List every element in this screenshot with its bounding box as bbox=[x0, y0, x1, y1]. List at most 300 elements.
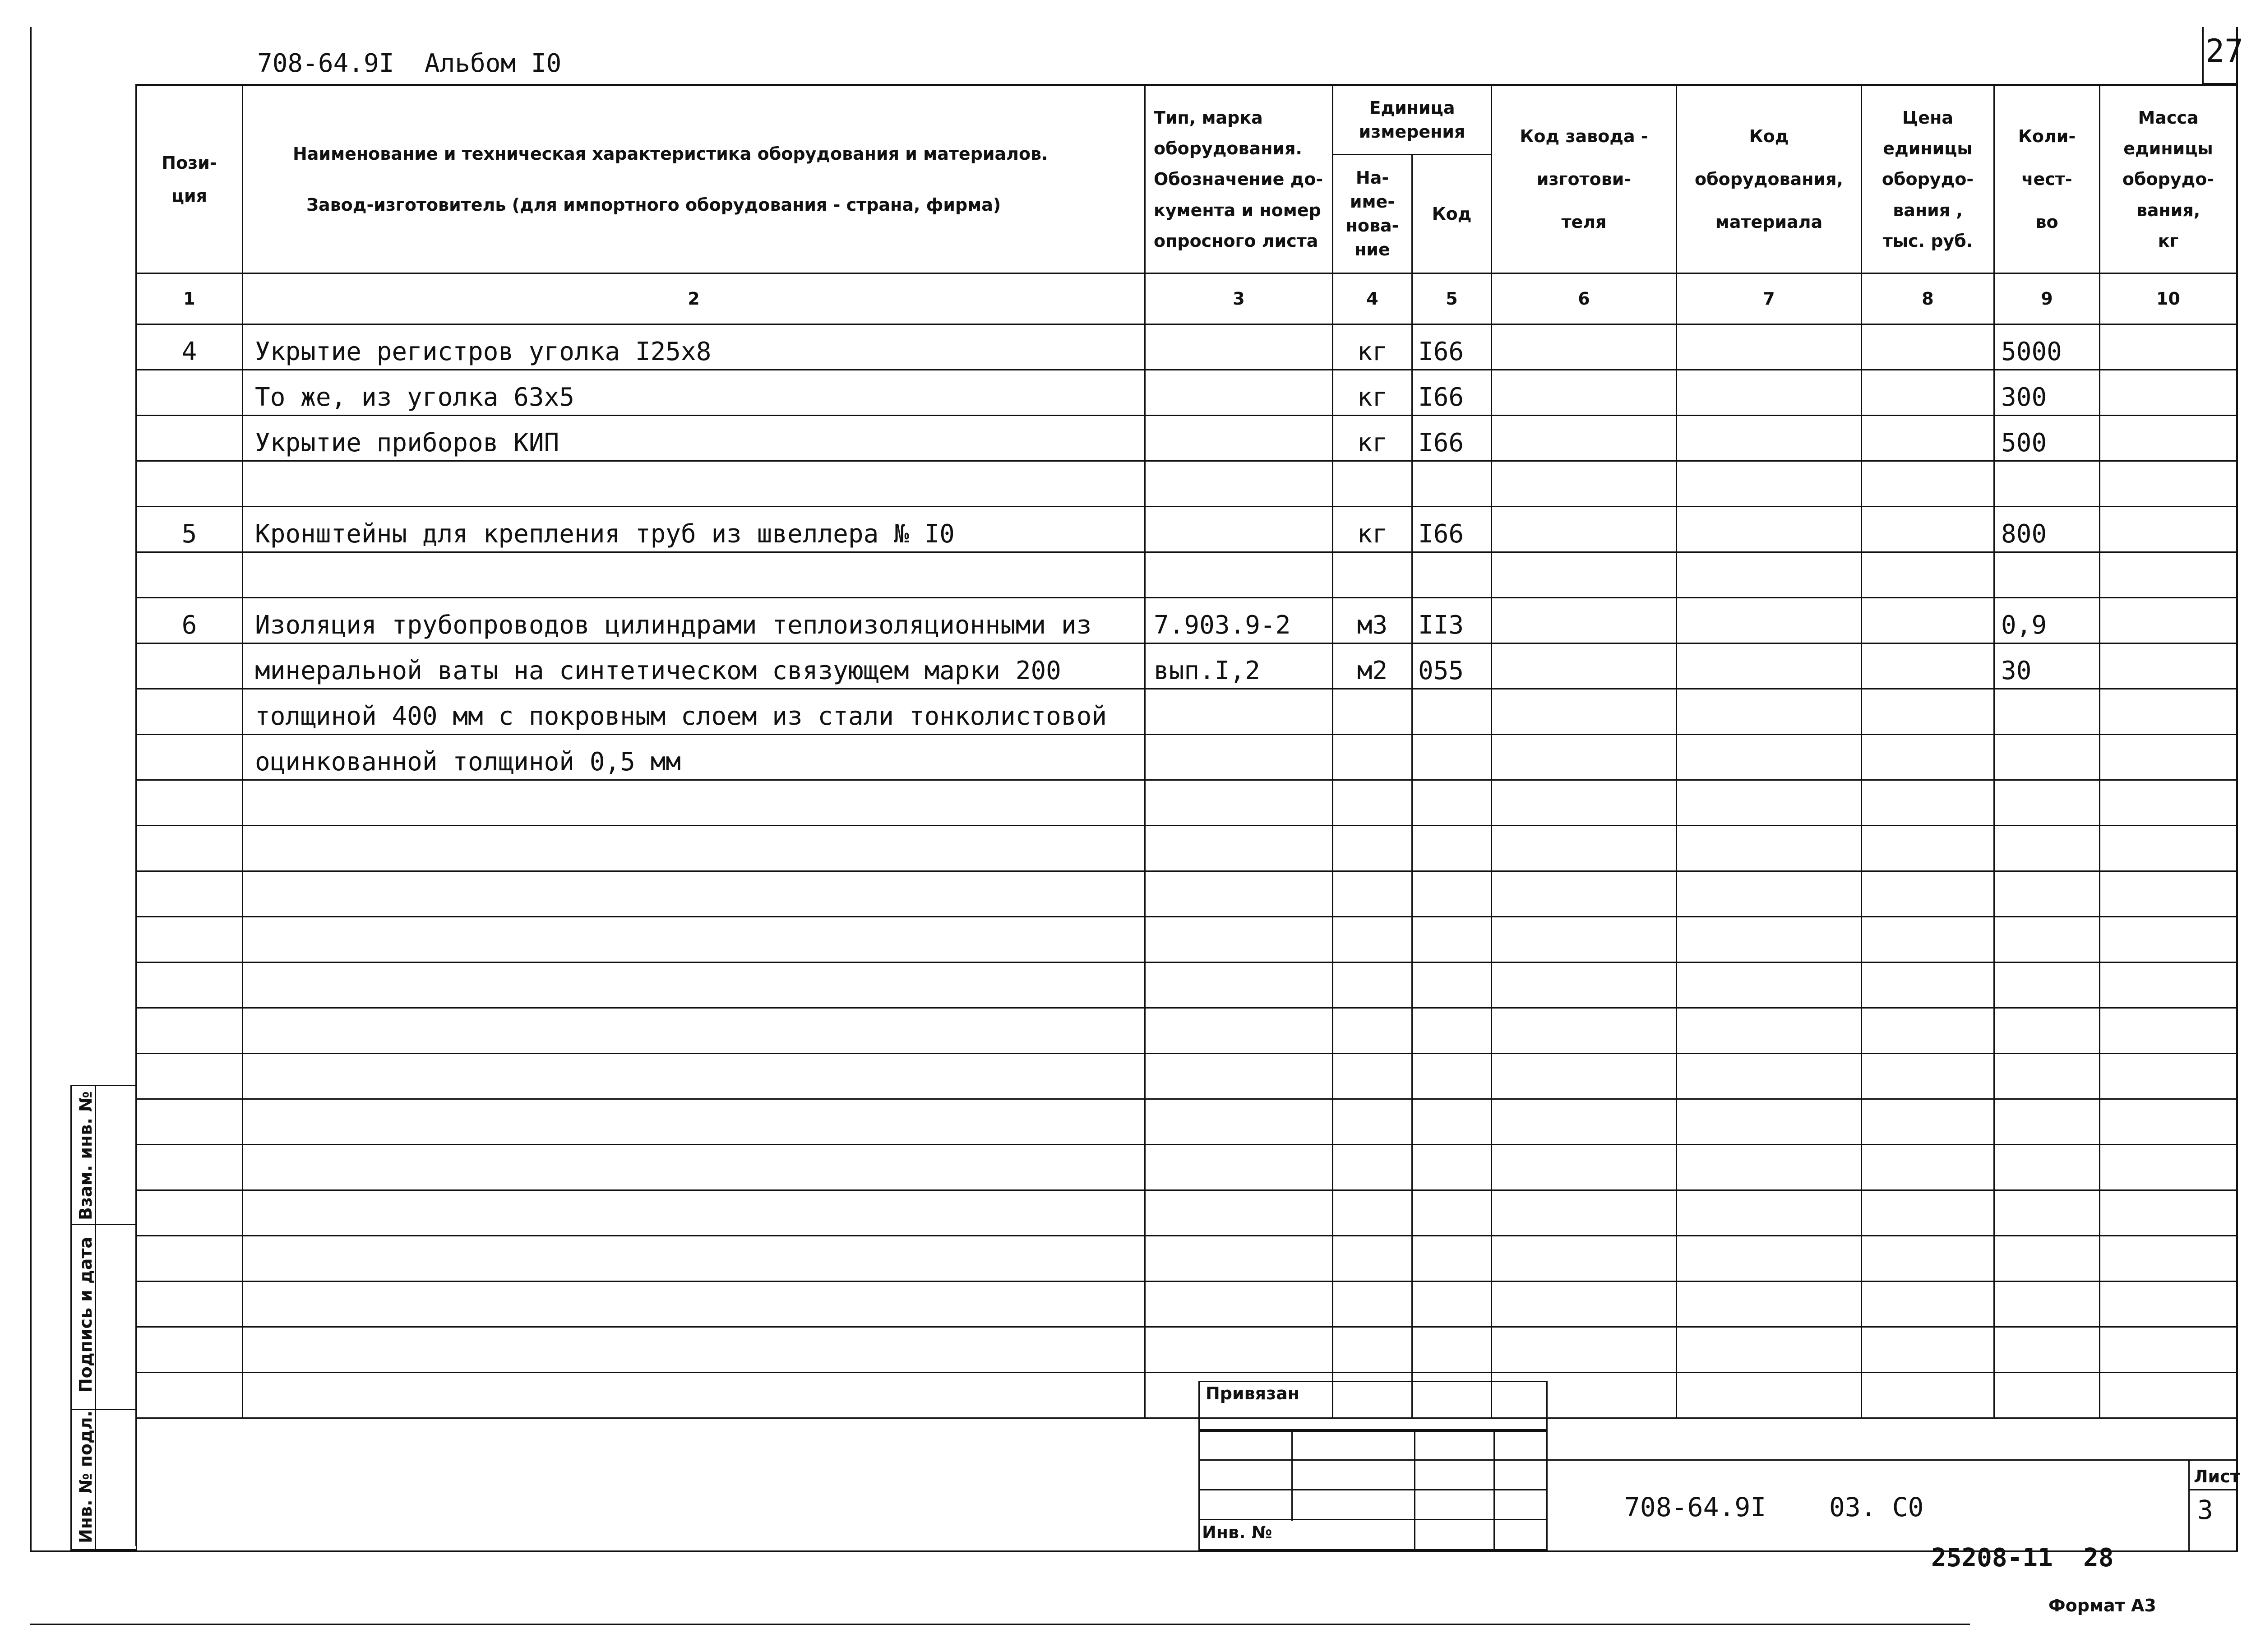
unit-code-cell bbox=[1412, 1054, 1492, 1099]
factory-code-cell bbox=[1492, 461, 1677, 507]
factory-code-cell bbox=[1492, 507, 1677, 552]
unit-code-cell bbox=[1412, 1008, 1492, 1054]
table-row bbox=[136, 871, 2237, 917]
position-cell: 4 bbox=[136, 324, 243, 370]
column-number: 10 bbox=[2100, 273, 2237, 324]
unit-code-cell bbox=[1412, 461, 1492, 507]
factory-code-cell bbox=[1492, 1008, 1677, 1054]
type-cell bbox=[1145, 1099, 1333, 1145]
unit-cell bbox=[1333, 1145, 1412, 1190]
sheet-label: Лист bbox=[2194, 1467, 2240, 1486]
unit-code-cell: I66 bbox=[1412, 324, 1492, 370]
equipment-code-cell bbox=[1677, 598, 1862, 643]
factory-code-cell bbox=[1492, 963, 1677, 1008]
table-row bbox=[136, 598, 2237, 643]
unit-cell: кг bbox=[1333, 416, 1412, 461]
quantity-cell bbox=[1994, 826, 2100, 871]
position-cell bbox=[136, 963, 243, 1008]
unit-cell: кг bbox=[1333, 370, 1412, 416]
quantity-cell bbox=[1994, 552, 2100, 598]
header-name bbox=[243, 86, 1145, 273]
position-cell: 6 bbox=[136, 598, 243, 643]
frame-left-outer bbox=[30, 27, 32, 1552]
price-cell bbox=[1862, 1099, 1994, 1145]
unit-code-cell bbox=[1412, 1327, 1492, 1373]
position-cell bbox=[136, 871, 243, 917]
mass-cell bbox=[2100, 1327, 2237, 1373]
price-cell bbox=[1862, 1008, 1994, 1054]
table-row bbox=[136, 643, 2237, 689]
table-row bbox=[136, 1327, 2237, 1373]
mass-cell bbox=[2100, 826, 2237, 871]
table-row bbox=[136, 1190, 2237, 1236]
unit-code-cell: 055 bbox=[1412, 643, 1492, 689]
name-cell: минеральной ваты на синтетическом связующем марки 200 bbox=[243, 643, 1145, 689]
name-cell: Укрытие приборов КИП bbox=[243, 416, 1145, 461]
equipment-code-cell bbox=[1677, 552, 1862, 598]
mass-cell bbox=[2100, 598, 2237, 643]
equipment-code-cell bbox=[1677, 643, 1862, 689]
header-unit-code: Код bbox=[1412, 155, 1492, 273]
name-cell bbox=[243, 1008, 1145, 1054]
inv-no-sub-label: Инв. № подл. bbox=[76, 1410, 96, 1543]
mass-cell bbox=[2100, 1099, 2237, 1145]
unit-cell bbox=[1333, 1282, 1412, 1327]
mass-cell bbox=[2100, 552, 2237, 598]
unit-code-cell bbox=[1412, 917, 1492, 963]
equipment-code-cell bbox=[1677, 917, 1862, 963]
unit-cell bbox=[1333, 1236, 1412, 1282]
side-stamp-h2 bbox=[70, 1409, 137, 1410]
position-cell bbox=[136, 689, 243, 735]
price-cell bbox=[1862, 871, 1994, 917]
position-cell bbox=[136, 1008, 243, 1054]
unit-code-cell bbox=[1412, 826, 1492, 871]
name-cell bbox=[243, 1054, 1145, 1099]
equipment-code-cell bbox=[1677, 1190, 1862, 1236]
price-cell bbox=[1862, 1054, 1994, 1099]
type-cell bbox=[1145, 735, 1333, 780]
unit-cell bbox=[1333, 1054, 1412, 1099]
header-price: Цена единицы оборудо- вания , тыс. руб. bbox=[1862, 86, 1994, 273]
type-cell: 7.903.9-2 bbox=[1145, 598, 1333, 643]
price-cell bbox=[1862, 461, 1994, 507]
mass-cell bbox=[2100, 370, 2237, 416]
unit-code-cell: I66 bbox=[1412, 507, 1492, 552]
unit-code-cell bbox=[1412, 552, 1492, 598]
type-cell bbox=[1145, 507, 1333, 552]
position-cell bbox=[136, 1054, 243, 1099]
factory-code-cell bbox=[1492, 643, 1677, 689]
unit-cell bbox=[1333, 461, 1412, 507]
equipment-code-cell bbox=[1677, 1282, 1862, 1327]
stamp-grid-v1 bbox=[1291, 1430, 1293, 1521]
quantity-cell: 5000 bbox=[1994, 324, 2100, 370]
equipment-code-cell bbox=[1677, 461, 1862, 507]
mass-cell bbox=[2100, 507, 2237, 552]
name-cell bbox=[243, 1327, 1145, 1373]
price-cell bbox=[1862, 1282, 1994, 1327]
quantity-cell: 30 bbox=[1994, 643, 2100, 689]
type-cell bbox=[1145, 324, 1333, 370]
factory-code-cell bbox=[1492, 1099, 1677, 1145]
unit-code-cell: I66 bbox=[1412, 416, 1492, 461]
column-numbers-row bbox=[136, 273, 2237, 324]
column-number: 9 bbox=[1994, 273, 2100, 324]
table-row bbox=[136, 552, 2237, 598]
type-cell bbox=[1145, 780, 1333, 826]
unit-cell: м3 bbox=[1333, 598, 1412, 643]
quantity-cell bbox=[1994, 780, 2100, 826]
factory-code-cell bbox=[1492, 1236, 1677, 1282]
name-cell: Кронштейны для крепления труб из швеллера № I0 bbox=[243, 507, 1145, 552]
unit-cell bbox=[1333, 780, 1412, 826]
unit-cell: м2 bbox=[1333, 643, 1412, 689]
equipment-code-cell bbox=[1677, 1236, 1862, 1282]
unit-cell: кг bbox=[1333, 507, 1412, 552]
unit-code-cell bbox=[1412, 689, 1492, 735]
equipment-code-cell bbox=[1677, 1373, 1862, 1418]
price-cell bbox=[1862, 507, 1994, 552]
unit-cell bbox=[1333, 1190, 1412, 1236]
position-cell bbox=[136, 643, 243, 689]
quantity-cell bbox=[1994, 1282, 2100, 1327]
sheet-box-divider bbox=[2188, 1489, 2238, 1490]
factory-code-cell bbox=[1492, 416, 1677, 461]
header-position: Пози- ция bbox=[136, 86, 243, 273]
factory-code-cell bbox=[1492, 871, 1677, 917]
column-number: 3 bbox=[1145, 273, 1333, 324]
equipment-code-cell bbox=[1677, 1008, 1862, 1054]
name-cell bbox=[243, 1282, 1145, 1327]
equipment-code-cell bbox=[1677, 370, 1862, 416]
name-cell bbox=[243, 1373, 1145, 1418]
equipment-code-cell bbox=[1677, 963, 1862, 1008]
factory-code-cell bbox=[1492, 826, 1677, 871]
type-cell bbox=[1145, 689, 1333, 735]
mass-cell bbox=[2100, 643, 2237, 689]
header-equipment-code: Код оборудования, материала bbox=[1677, 86, 1862, 273]
unit-code-cell bbox=[1412, 1190, 1492, 1236]
header-factory-code: Код завода - изготови- теля bbox=[1492, 86, 1677, 273]
unit-cell bbox=[1333, 963, 1412, 1008]
unit-cell bbox=[1333, 917, 1412, 963]
table-row bbox=[136, 1236, 2237, 1282]
unit-cell bbox=[1333, 1008, 1412, 1054]
table-row bbox=[136, 370, 2237, 416]
name-cell bbox=[243, 963, 1145, 1008]
unit-cell bbox=[1333, 1327, 1412, 1373]
unit-code-cell: II3 bbox=[1412, 598, 1492, 643]
page-number: 27 bbox=[2205, 32, 2244, 69]
table-row bbox=[136, 826, 2237, 871]
position-cell: 5 bbox=[136, 507, 243, 552]
table-row bbox=[136, 963, 2237, 1008]
doc-reference: 708-64.9I Альбом I0 bbox=[257, 49, 562, 78]
quantity-cell bbox=[1994, 1099, 2100, 1145]
unit-code-cell bbox=[1412, 1145, 1492, 1190]
price-cell bbox=[1862, 598, 1994, 643]
sheet-number: 3 bbox=[2197, 1495, 2213, 1525]
equipment-code-cell bbox=[1677, 826, 1862, 871]
mass-cell bbox=[2100, 416, 2237, 461]
price-cell bbox=[1862, 416, 1994, 461]
table-row bbox=[136, 1373, 2237, 1418]
position-cell bbox=[136, 1145, 243, 1190]
unit-cell bbox=[1333, 826, 1412, 871]
price-cell bbox=[1862, 1236, 1994, 1282]
factory-code-cell bbox=[1492, 1190, 1677, 1236]
type-cell bbox=[1145, 552, 1333, 598]
position-cell bbox=[136, 735, 243, 780]
mass-cell bbox=[2100, 1373, 2237, 1418]
quantity-cell bbox=[1994, 963, 2100, 1008]
quantity-cell bbox=[1994, 917, 2100, 963]
format-label: Формат А3 bbox=[2048, 1596, 2156, 1615]
factory-code-cell bbox=[1492, 917, 1677, 963]
unit-code-cell bbox=[1412, 735, 1492, 780]
mass-cell bbox=[2100, 1145, 2237, 1190]
table-row bbox=[136, 507, 2237, 552]
mass-cell bbox=[2100, 780, 2237, 826]
factory-code-cell bbox=[1492, 780, 1677, 826]
name-cell: Укрытие регистров уголка I25x8 bbox=[243, 324, 1145, 370]
unit-code-cell bbox=[1412, 963, 1492, 1008]
stamp-grid-h2 bbox=[1198, 1489, 1548, 1490]
price-cell bbox=[1862, 552, 1994, 598]
table-row bbox=[136, 917, 2237, 963]
factory-code-cell bbox=[1492, 1282, 1677, 1327]
name-cell bbox=[243, 1190, 1145, 1236]
unit-code-cell bbox=[1412, 1282, 1492, 1327]
unit-code-cell bbox=[1412, 871, 1492, 917]
name-cell bbox=[243, 1145, 1145, 1190]
unit-cell bbox=[1333, 689, 1412, 735]
designation-top bbox=[1548, 1459, 2238, 1461]
type-cell bbox=[1145, 1145, 1333, 1190]
type-cell bbox=[1145, 461, 1333, 507]
equipment-code-cell bbox=[1677, 689, 1862, 735]
header-type: Тип, марка оборудования. Обозначение до- кумента и номер опросного листа bbox=[1145, 86, 1333, 273]
header-name-line2: Завод-изготовитель (для импортного оборудования - страна, фирма) bbox=[306, 194, 1001, 215]
type-cell bbox=[1145, 871, 1333, 917]
column-number: 1 bbox=[136, 273, 243, 324]
type-cell bbox=[1145, 416, 1333, 461]
column-number: 4 bbox=[1333, 273, 1412, 324]
equipment-code-cell bbox=[1677, 416, 1862, 461]
column-number: 8 bbox=[1862, 273, 1994, 324]
stamp-grid-h1 bbox=[1198, 1459, 1548, 1461]
equipment-code-cell bbox=[1677, 507, 1862, 552]
mass-cell bbox=[2100, 324, 2237, 370]
price-cell bbox=[1862, 826, 1994, 871]
frame-bottom bbox=[30, 1550, 2238, 1552]
factory-code-cell bbox=[1492, 1054, 1677, 1099]
quantity-cell bbox=[1994, 1373, 2100, 1418]
price-cell bbox=[1862, 324, 1994, 370]
factory-code-cell bbox=[1492, 735, 1677, 780]
price-cell bbox=[1862, 643, 1994, 689]
type-cell bbox=[1145, 1327, 1333, 1373]
column-number: 5 bbox=[1412, 273, 1492, 324]
name-cell bbox=[243, 917, 1145, 963]
mass-cell bbox=[2100, 1190, 2237, 1236]
factory-code-cell bbox=[1492, 598, 1677, 643]
name-cell: То же, из уголка 63x5 bbox=[243, 370, 1145, 416]
price-cell bbox=[1862, 1190, 1994, 1236]
column-number: 7 bbox=[1677, 273, 1862, 324]
header-mass: Масса единицы оборудо- вания, кг bbox=[2100, 86, 2237, 273]
quantity-cell: 500 bbox=[1994, 416, 2100, 461]
price-cell bbox=[1862, 1373, 1994, 1418]
price-cell bbox=[1862, 963, 1994, 1008]
name-cell: Изоляция трубопроводов цилиндрами теплоизоляционными из bbox=[243, 598, 1145, 643]
type-cell bbox=[1145, 826, 1333, 871]
name-cell bbox=[243, 826, 1145, 871]
side-stamp-h1 bbox=[70, 1224, 137, 1225]
price-cell bbox=[1862, 370, 1994, 416]
position-cell bbox=[136, 1373, 243, 1418]
unit-cell: кг bbox=[1333, 324, 1412, 370]
unit-cell bbox=[1333, 1099, 1412, 1145]
type-cell bbox=[1145, 1190, 1333, 1236]
unit-code-cell bbox=[1412, 1236, 1492, 1282]
position-cell bbox=[136, 1327, 243, 1373]
type-cell bbox=[1145, 1008, 1333, 1054]
price-cell bbox=[1862, 1145, 1994, 1190]
quantity-cell bbox=[1994, 1145, 2100, 1190]
quantity-cell bbox=[1994, 689, 2100, 735]
table-row bbox=[136, 689, 2237, 735]
unit-cell bbox=[1333, 735, 1412, 780]
type-cell bbox=[1145, 1282, 1333, 1327]
mass-cell bbox=[2100, 1054, 2237, 1099]
price-cell bbox=[1862, 1327, 1994, 1373]
position-cell bbox=[136, 917, 243, 963]
unit-code-cell bbox=[1412, 780, 1492, 826]
quantity-cell bbox=[1994, 1236, 2100, 1282]
type-cell bbox=[1145, 963, 1333, 1008]
header-quantity: Коли- чест- во bbox=[1994, 86, 2100, 273]
quantity-cell bbox=[1994, 1190, 2100, 1236]
mass-cell bbox=[2100, 735, 2237, 780]
table-row bbox=[136, 1099, 2237, 1145]
unit-cell bbox=[1333, 871, 1412, 917]
quantity-cell bbox=[1994, 1008, 2100, 1054]
factory-code-cell bbox=[1492, 1145, 1677, 1190]
table-row bbox=[136, 1054, 2237, 1099]
equipment-code-cell bbox=[1677, 1327, 1862, 1373]
unit-cell bbox=[1333, 552, 1412, 598]
equipment-code-cell bbox=[1677, 1145, 1862, 1190]
name-cell bbox=[243, 1236, 1145, 1282]
table-row bbox=[136, 1282, 2237, 1327]
price-cell bbox=[1862, 780, 1994, 826]
mass-cell bbox=[2100, 963, 2237, 1008]
type-cell bbox=[1145, 1054, 1333, 1099]
name-cell: толщиной 400 мм с покровным слоем из стали тонколистовой bbox=[243, 689, 1145, 735]
factory-code-cell bbox=[1492, 324, 1677, 370]
table-row bbox=[136, 735, 2237, 780]
quantity-cell bbox=[1994, 1327, 2100, 1373]
vzam-inv-label: Взам. инв. № bbox=[76, 1091, 96, 1220]
equipment-code-cell bbox=[1677, 735, 1862, 780]
quantity-cell: 300 bbox=[1994, 370, 2100, 416]
position-cell bbox=[136, 461, 243, 507]
table-row bbox=[136, 324, 2237, 370]
position-cell bbox=[136, 1236, 243, 1282]
equipment-code-cell bbox=[1677, 1054, 1862, 1099]
name-cell bbox=[243, 780, 1145, 826]
type-cell: вып.I,2 bbox=[1145, 643, 1333, 689]
factory-code-cell bbox=[1492, 370, 1677, 416]
mass-cell bbox=[2100, 1236, 2237, 1282]
position-cell bbox=[136, 780, 243, 826]
column-number: 6 bbox=[1492, 273, 1677, 324]
sign-date-label: Подпись и дата bbox=[76, 1236, 96, 1393]
document-designation: 708-64.9I 03. С0 bbox=[1624, 1492, 1924, 1522]
table-row bbox=[136, 1008, 2237, 1054]
position-cell bbox=[136, 552, 243, 598]
position-cell bbox=[136, 1099, 243, 1145]
factory-code-cell bbox=[1492, 689, 1677, 735]
specification-table bbox=[135, 85, 2238, 1419]
stamp-grid-v3 bbox=[1493, 1430, 1495, 1550]
name-cell bbox=[243, 871, 1145, 917]
name-cell bbox=[243, 461, 1145, 507]
equipment-code-cell bbox=[1677, 324, 1862, 370]
quantity-cell bbox=[1994, 871, 2100, 917]
mass-cell bbox=[2100, 917, 2237, 963]
mass-cell bbox=[2100, 689, 2237, 735]
type-cell bbox=[1145, 370, 1333, 416]
name-cell: оцинкованной толщиной 0,5 мм bbox=[243, 735, 1145, 780]
quantity-cell bbox=[1994, 1054, 2100, 1099]
table-row bbox=[136, 1145, 2237, 1190]
header-unit-group: Единица измерения bbox=[1333, 86, 1492, 155]
equipment-code-cell bbox=[1677, 1099, 1862, 1145]
position-cell bbox=[136, 416, 243, 461]
mass-cell bbox=[2100, 871, 2237, 917]
position-cell bbox=[136, 826, 243, 871]
unit-code-cell bbox=[1412, 1099, 1492, 1145]
factory-code-cell bbox=[1492, 552, 1677, 598]
inv-no-label: Инв. № bbox=[1202, 1522, 1272, 1542]
stamp-grid-h3 bbox=[1198, 1519, 1548, 1520]
equipment-code-cell bbox=[1677, 780, 1862, 826]
type-cell bbox=[1145, 1236, 1333, 1282]
column-number: 2 bbox=[243, 273, 1145, 324]
type-cell bbox=[1145, 917, 1333, 963]
equipment-code-cell bbox=[1677, 871, 1862, 917]
position-cell bbox=[136, 370, 243, 416]
table-row bbox=[136, 416, 2237, 461]
price-cell bbox=[1862, 917, 1994, 963]
position-cell bbox=[136, 1282, 243, 1327]
stamp-grid-v2 bbox=[1414, 1430, 1415, 1550]
quantity-cell: 800 bbox=[1994, 507, 2100, 552]
name-cell bbox=[243, 1099, 1145, 1145]
quantity-cell: 0,9 bbox=[1994, 598, 2100, 643]
table-row bbox=[136, 780, 2237, 826]
privyazan-label: Привязан bbox=[1206, 1384, 1300, 1403]
quantity-cell bbox=[1994, 461, 2100, 507]
name-cell bbox=[243, 552, 1145, 598]
header-unit-name: На- име- нова- ние bbox=[1333, 155, 1412, 273]
mass-cell bbox=[2100, 1282, 2237, 1327]
archive-number: 25208-11 28 bbox=[1931, 1543, 2114, 1573]
bottom-rule bbox=[30, 1624, 1970, 1625]
